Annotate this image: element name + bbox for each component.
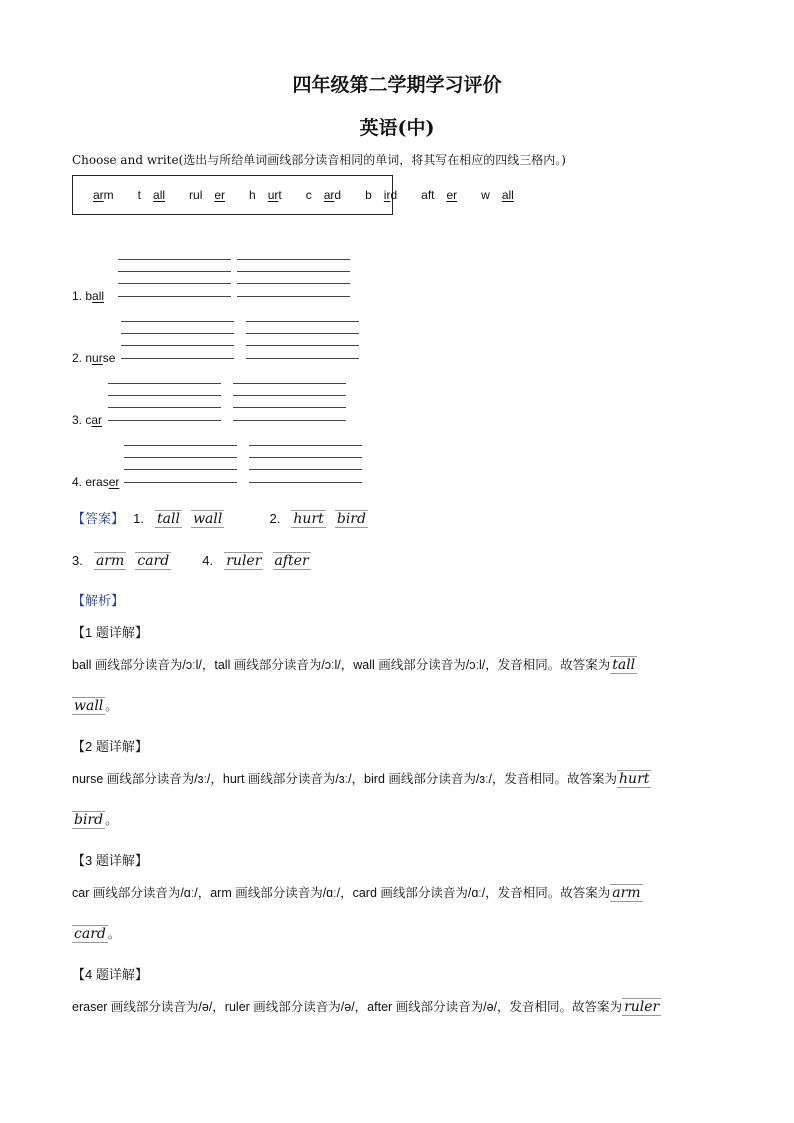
- word-part: b: [365, 188, 372, 202]
- answer-num: 4.: [202, 553, 214, 568]
- word-part: m: [103, 188, 114, 202]
- detail-continuation: [72, 696, 118, 715]
- four-line-grid[interactable]: [124, 445, 237, 483]
- grid-line: [124, 469, 237, 470]
- word-part: w: [481, 188, 490, 202]
- answer-row-1: [72, 508, 772, 532]
- four-line-grid[interactable]: [246, 321, 359, 359]
- question-label: [72, 413, 102, 427]
- question-part: c: [85, 413, 92, 427]
- detail-continuation: [72, 924, 120, 943]
- grid-line: [246, 333, 359, 334]
- grid-line: [118, 296, 231, 297]
- question-label: [72, 289, 104, 303]
- grid-line: [249, 482, 362, 483]
- word-part: t: [137, 188, 142, 202]
- question-label: [72, 351, 115, 365]
- question-part: 3.: [72, 413, 86, 427]
- detail-heading: 【3 题详解】: [72, 853, 148, 868]
- question-label: [72, 475, 119, 489]
- detail-answer-word: bird: [74, 812, 104, 828]
- four-line-grid[interactable]: [249, 445, 362, 483]
- four-line-grid[interactable]: [233, 383, 346, 421]
- grid-line: [246, 358, 359, 359]
- word-bank: [72, 175, 514, 215]
- grid-line: [249, 445, 362, 446]
- grid-line: [108, 420, 221, 421]
- word-part: ir: [383, 188, 391, 202]
- word-part: ar: [93, 188, 104, 202]
- detail-paragraph: [72, 770, 712, 788]
- answer-num: 3.: [72, 553, 83, 568]
- question-part: se: [102, 351, 116, 365]
- question-part: 2.: [72, 351, 86, 365]
- word-bank-item: [481, 188, 526, 202]
- grid-line: [233, 383, 346, 384]
- word-part: d: [334, 188, 342, 202]
- answer-word: arm: [95, 553, 125, 569]
- word-bank-item: [189, 188, 237, 202]
- four-line-grid[interactable]: [237, 259, 350, 297]
- detail-end: 。: [105, 813, 118, 827]
- analysis-tag: 【解析】: [72, 593, 125, 608]
- word-part: d: [390, 188, 398, 202]
- answer-word: card: [137, 553, 170, 569]
- grid-line: [108, 395, 221, 396]
- grid-line: [108, 407, 221, 408]
- word-bank-item: [249, 188, 294, 202]
- grid-line: [124, 445, 237, 446]
- question-part: eras: [85, 475, 109, 489]
- grid-line: [121, 321, 234, 322]
- grid-line: [121, 345, 234, 346]
- grid-line: [246, 321, 359, 322]
- word-part: ar: [323, 188, 335, 202]
- four-line-grid[interactable]: [118, 259, 231, 297]
- word-bank-item: [81, 188, 126, 202]
- question-part: ar: [91, 413, 103, 427]
- grid-line: [108, 383, 221, 384]
- question-part: er: [108, 475, 120, 489]
- answer-word: wall: [193, 511, 223, 527]
- question-part: all: [92, 289, 105, 303]
- word-bank-item: [306, 188, 353, 202]
- grid-line: [237, 283, 350, 284]
- answer-num: 2.: [269, 511, 281, 526]
- grid-line: [233, 407, 346, 408]
- word-part: er: [214, 188, 226, 202]
- detail-answer-word: tall: [612, 657, 636, 673]
- detail-heading: 【1 题详解】: [72, 625, 148, 640]
- word-part: all: [501, 188, 514, 202]
- detail-end: 。: [105, 699, 118, 713]
- detail-answer-word: ruler: [624, 999, 660, 1015]
- word-part: aft: [421, 188, 435, 202]
- detail-paragraph: [72, 998, 712, 1016]
- detail-heading: 【4 题详解】: [72, 967, 148, 982]
- detail-answer-word: hurt: [619, 771, 650, 787]
- grid-line: [237, 296, 350, 297]
- answer-word: ruler: [226, 553, 262, 569]
- detail-continuation: [72, 810, 118, 829]
- instruction: Choose and write(选出与所给单词画线部分读音相同的单词，将其写在相应的四线三格内。): [72, 153, 566, 167]
- word-part: all: [153, 188, 166, 202]
- grid-line: [246, 345, 359, 346]
- page-title: 四年级第二学期学习评价: [292, 74, 502, 96]
- grid-line: [124, 482, 237, 483]
- question-part: ur: [92, 351, 103, 365]
- detail-paragraph: [72, 656, 712, 674]
- word-part: h: [249, 188, 256, 202]
- detail-end: 。: [107, 927, 121, 941]
- grid-line: [118, 259, 231, 260]
- answer-word: bird: [336, 511, 366, 527]
- grid-line: [121, 333, 234, 334]
- word-part: ur: [267, 188, 279, 202]
- question-part: 4.: [72, 475, 86, 489]
- grid-line: [233, 420, 346, 421]
- page-subtitle: 英语(中): [359, 117, 435, 139]
- grid-line: [124, 457, 237, 458]
- grid-line: [118, 271, 231, 272]
- word-part: c: [305, 188, 312, 202]
- grid-line: [237, 259, 350, 260]
- grid-line: [118, 283, 231, 284]
- answer-word: hurt: [293, 511, 324, 527]
- four-line-grid[interactable]: [108, 383, 221, 421]
- detail-paragraph: [72, 884, 712, 902]
- grid-line: [233, 395, 346, 396]
- detail-text: ball 画线部分读音为/ɔːl/，tall 画线部分读音为/ɔːl/，wall 画线部分读音为/ɔːl/，发音相同。故答案为: [72, 658, 611, 672]
- grid-line: [121, 358, 234, 359]
- word-part: rul: [189, 188, 203, 202]
- detail-text: nurse 画线部分读音为/ɜː/，hurt 画线部分读音为/ɜː/，bird 画线部分读音为/ɜː/，发音相同。故答案为: [72, 772, 618, 786]
- grid-line: [237, 271, 350, 272]
- grid-line: [249, 469, 362, 470]
- question-part: n: [85, 351, 93, 365]
- four-line-grid[interactable]: [121, 321, 234, 359]
- grid-line: [249, 457, 362, 458]
- detail-heading: 【2 题详解】: [72, 739, 148, 754]
- detail-answer-word: card: [74, 926, 106, 942]
- answer-word: tall: [157, 511, 180, 527]
- answer-num: 1.: [133, 511, 144, 526]
- word-part: t: [278, 188, 282, 202]
- word-bank-item: [138, 188, 177, 202]
- detail-text: car 画线部分读音为/ɑː/，arm 画线部分读音为/ɑː/，card 画线部分读音为/ɑː/，发音相同。故答案为: [72, 886, 611, 900]
- answer-word: after: [274, 553, 309, 569]
- detail-text: eraser 画线部分读音为/ə/，ruler 画线部分读音为/ə/，after 画线部分读音为/ə/，发音相同。故答案为: [72, 1000, 623, 1014]
- detail-answer-word: arm: [612, 885, 641, 901]
- word-bank-item: [365, 188, 409, 202]
- question-part: b: [85, 289, 93, 303]
- answer-tag: 【答案】: [72, 511, 125, 526]
- answer-row-2: [72, 550, 772, 574]
- word-bank-item: [421, 188, 469, 202]
- detail-answer-word: wall: [74, 698, 104, 714]
- question-part: 1.: [72, 289, 86, 303]
- word-part: er: [446, 188, 458, 202]
